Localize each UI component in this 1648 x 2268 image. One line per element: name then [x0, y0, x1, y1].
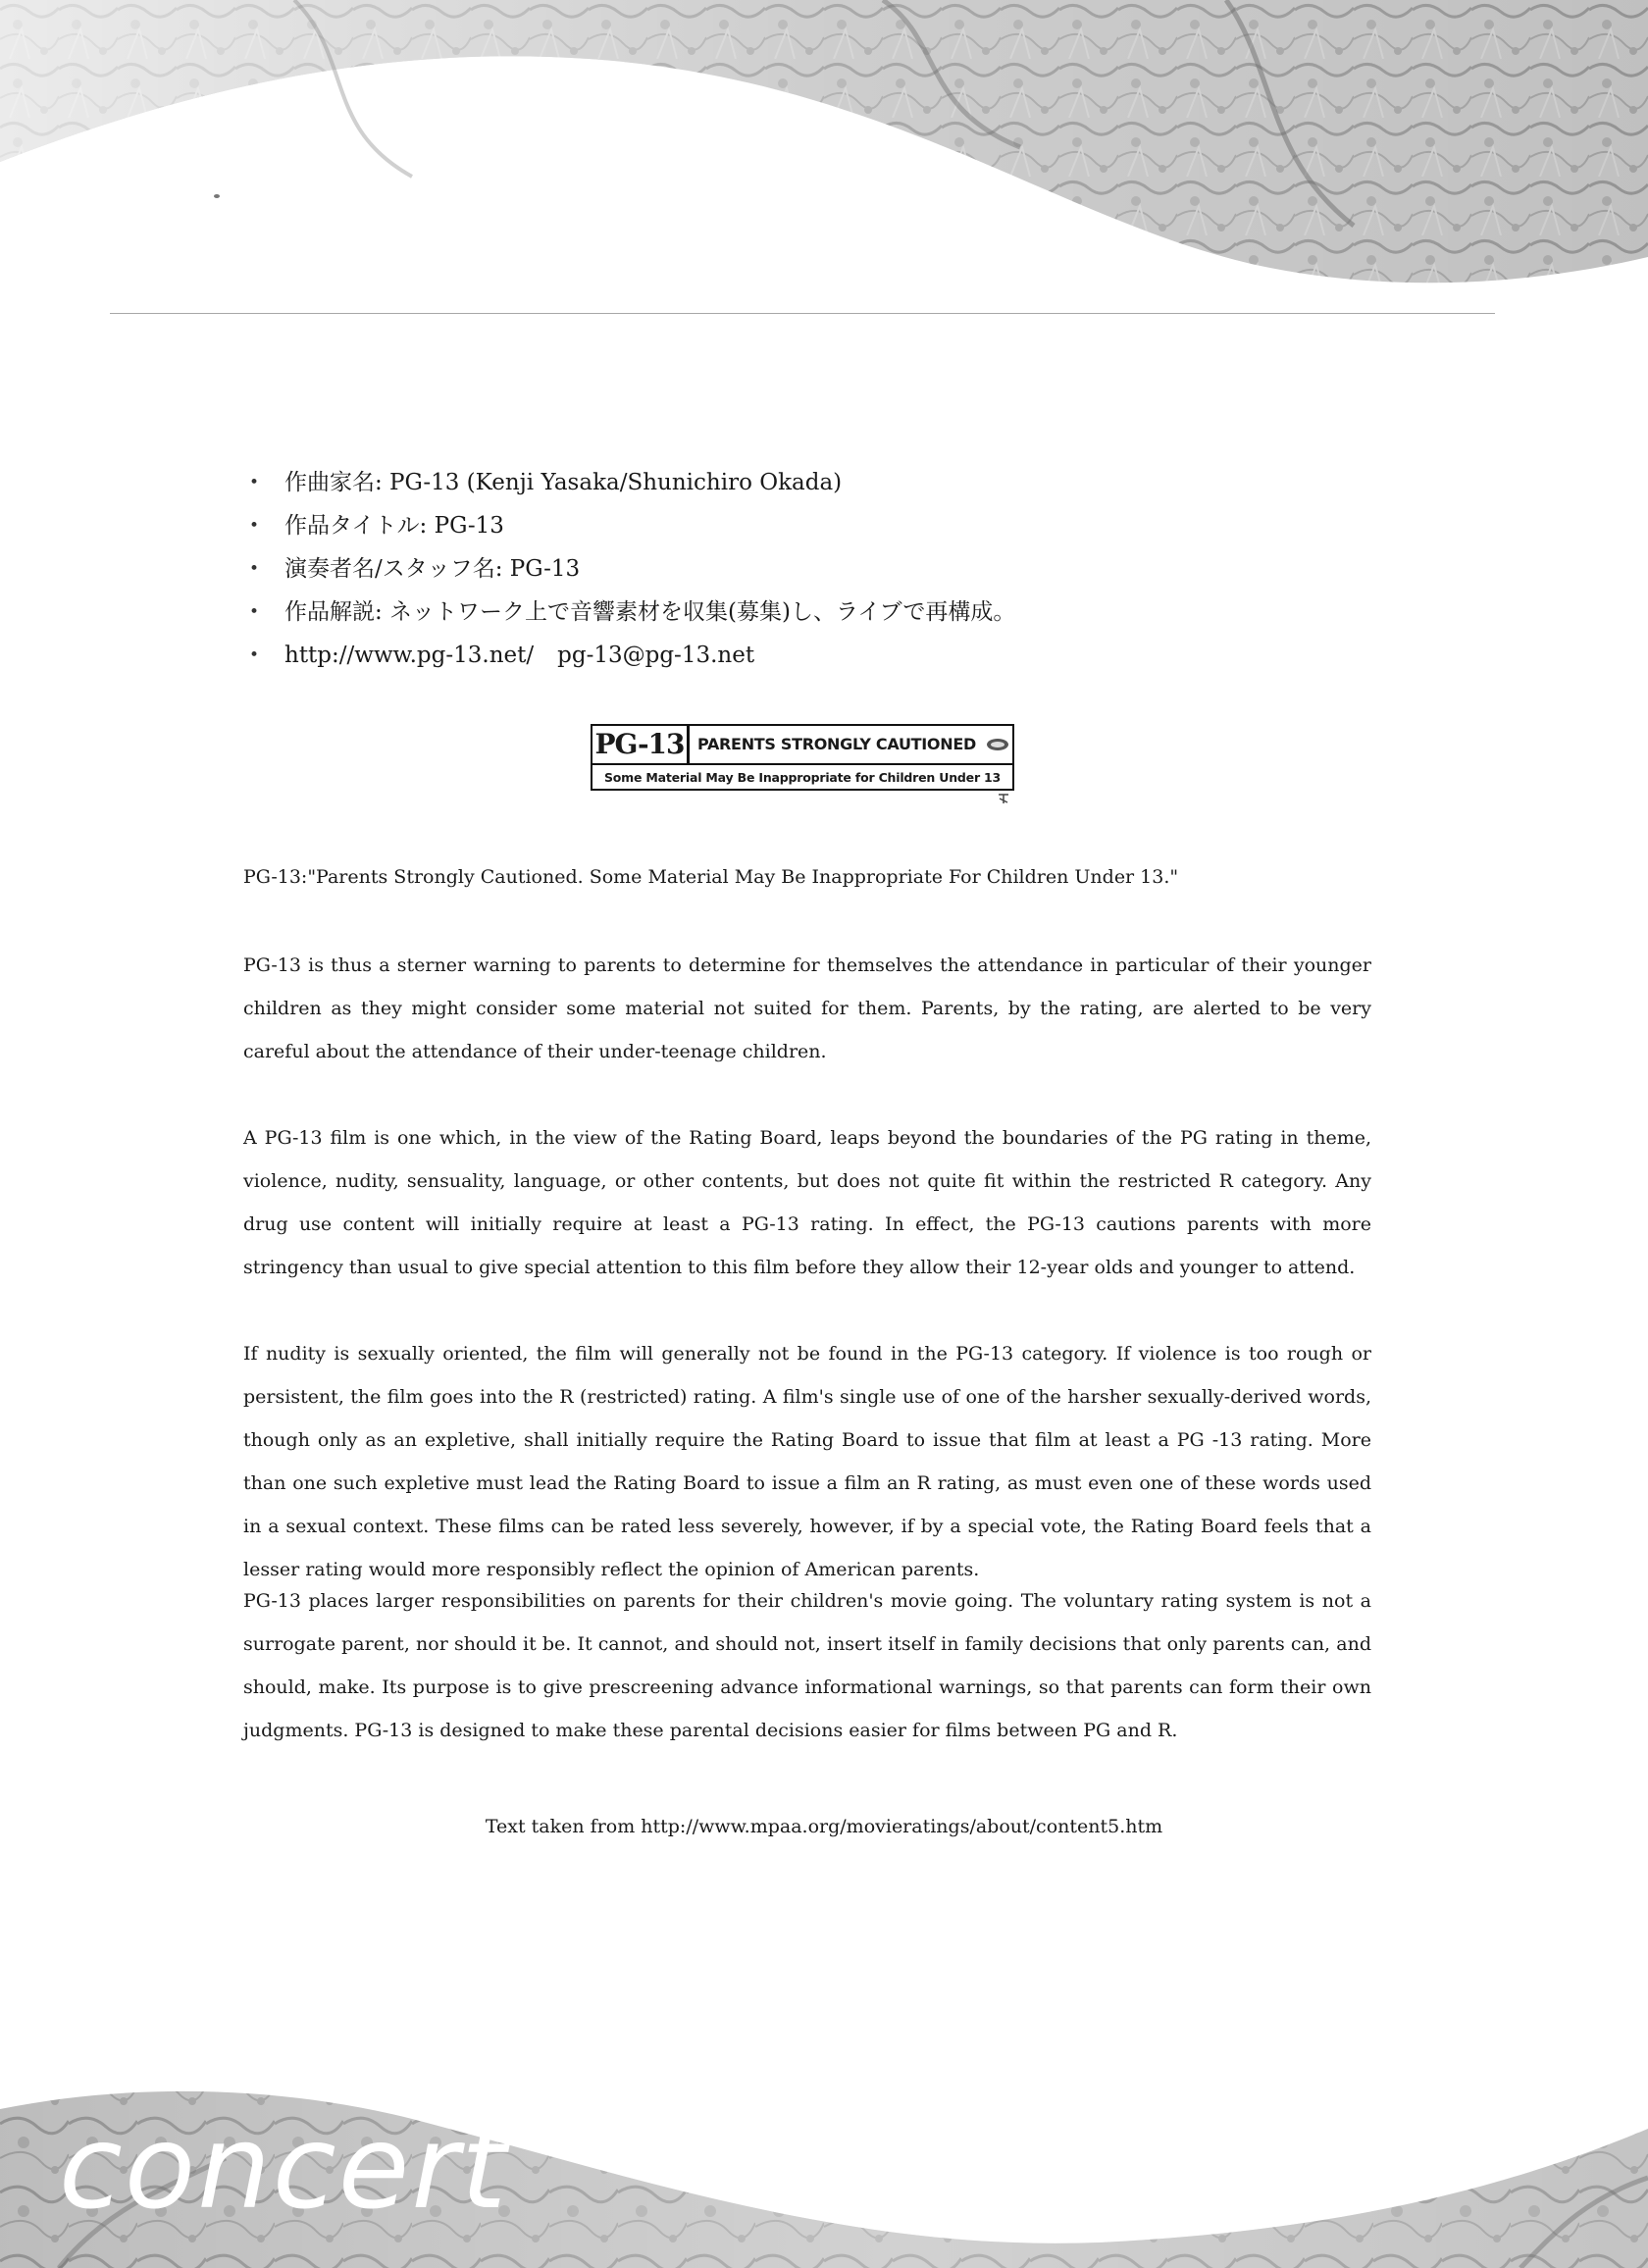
paragraph-2: A PG-13 film is one which, in the view of the Rating Board, leaps beyond the boundaries of the PG rating in theme, violence, nudity, sensuality, language, or other contents, but does not quite fit within the restricted R category. Any drug use content will initially require at least a PG-13 rating. In effect, the PG-13 cautions parents with more stringency than usual to give special attention to this film before they allow their 12-year olds and younger to attend.: [243, 1127, 1371, 1278]
concert-wordmark: concert: [59, 2099, 509, 2235]
info-item-description: • 作品解説: ネットワーク上で音響素材を収集(募集)し、ライブで再構成。: [247, 591, 1015, 634]
source-citation: Text taken from http://www.mpaa.org/movieratings/about/content5.htm: [485, 1816, 1163, 1837]
rating-title: PARENTS STRONGLY CAUTIONED: [697, 735, 976, 753]
rating-code: PG-13: [592, 726, 690, 763]
paragraph-1: PG-13 is thus a sterner warning to parents to determine for themselves the attendance in particular of their younger children as they might consider some material not suited for them. Parents, by the rating, are alerted to be very careful about the attendance of their under-teenage children.: [243, 954, 1371, 1062]
rating-box: [591, 724, 1014, 791]
small-mark-icon: [998, 793, 1009, 804]
mpaa-seal-icon: [983, 726, 1012, 763]
info-list: [247, 461, 1015, 677]
rating-subtitle: Some Material May Be Inappropriate for Children Under 13: [603, 770, 1002, 785]
top-wave-decoration: [0, 0, 1648, 284]
info-item-performers: • 演奏者名/スタッフ名: PG-13: [247, 547, 1015, 591]
speck: [214, 194, 220, 198]
paragraph-3: If nudity is sexually oriented, the film will generally not be found in the PG-13 category. If violence is too rough or persistent, the film goes into the R (restricted) rating. A film's single use of one of the harsher sexually-derived words, though only as an expletive, shall initially require the Rating Board to issue that film at least a PG -13 rating. More than one such expletive must lead the Rating Board to issue a film an R rating, as must even one of these words used in a sexual context. These films can be rated less severely, however, if by a special vote, the Rating Board feels that a lesser rating would more responsibly reflect the opinion of American parents.: [243, 1343, 1371, 1580]
website-link[interactable]: http://www.pg-13.net/: [284, 643, 535, 668]
info-item-composer: • 作曲家名: PG-13 (Kenji Yasaka/Shunichiro Okada): [247, 461, 1015, 504]
info-item-contact: [247, 634, 1015, 677]
paragraph-4: PG-13 places larger responsibilities on parents for their children's movie going. The voluntary rating system is not a surrogate parent, nor should it be. It cannot, and should not, insert itself in family decisions that only parents can, and should, make. Its purpose is to give prescreening advance informational warnings, so that parents can form their own judgments. PG-13 is designed to make these parental decisions easier for films between PG and R.: [243, 1590, 1371, 1741]
email-link[interactable]: pg-13@pg-13.net: [557, 643, 755, 668]
info-item-title: • 作品タイトル: PG-13: [247, 504, 1015, 547]
top-divider: [110, 313, 1495, 314]
rating-quote: PG-13:"Parents Strongly Cautioned. Some Material May Be Inappropriate For Children Under 13.": [243, 866, 1179, 888]
